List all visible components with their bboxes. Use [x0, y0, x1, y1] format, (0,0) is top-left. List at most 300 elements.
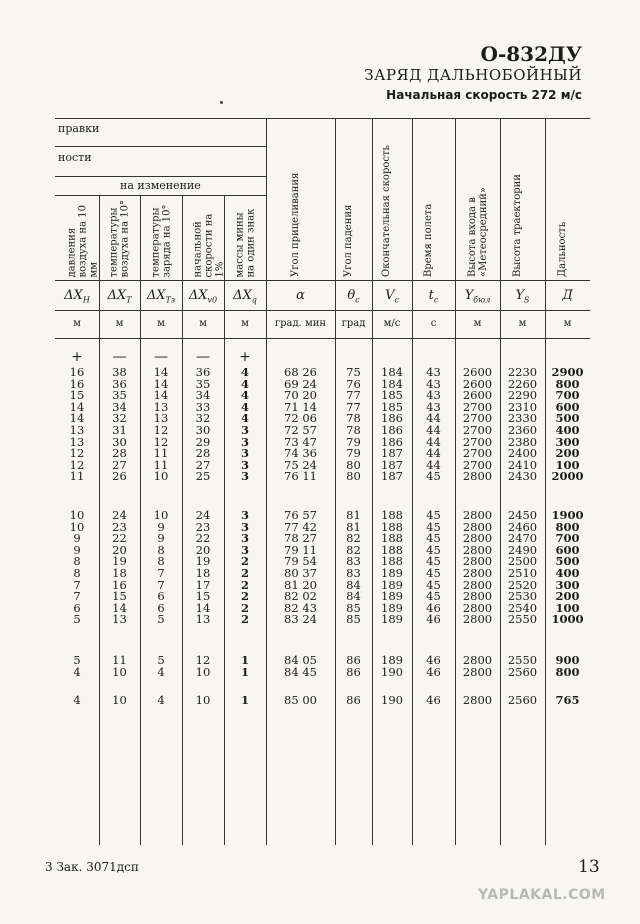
cell-theta: 81	[346, 519, 361, 534]
cell-tc: 43	[426, 376, 441, 391]
cell-dXT: 28	[112, 446, 127, 461]
cell-range: 1000	[551, 612, 584, 627]
cell-dXq: 3	[240, 457, 249, 472]
cell-range: 400	[555, 423, 580, 437]
cell-dXq: 2	[240, 612, 249, 627]
cell-dXT: 13	[112, 612, 127, 627]
cell-ybul: 2800	[462, 612, 493, 627]
cell-ys: 2380	[507, 434, 538, 449]
cell-vc: 189	[381, 566, 403, 580]
cell-alpha: 74 36	[284, 446, 317, 461]
cell-dXq: 2	[240, 577, 249, 592]
cell-dXq: 3	[240, 542, 249, 557]
cell-dXq: 4	[240, 399, 249, 414]
column-title-theta: Угол падения	[342, 204, 354, 277]
cell-vc: 187	[381, 457, 403, 472]
print-speck	[220, 101, 223, 104]
cell-alpha: 83 24	[284, 612, 317, 627]
cell-dXTz: 13	[153, 411, 169, 426]
cell-tc: 45	[426, 554, 441, 569]
cell-dXH: 7	[73, 589, 81, 604]
cell-ys: 2470	[507, 531, 538, 546]
cell-theta: 76	[346, 376, 361, 391]
column-title-dXH: давления воздуха на 10 мм	[66, 204, 99, 277]
cell-dXv0: 22	[195, 531, 211, 546]
cell-dXq: 3	[240, 469, 249, 484]
cell-tc: 46	[426, 693, 441, 707]
cell-vc: 190	[381, 693, 403, 707]
cell-dXH: 5	[73, 612, 81, 627]
cell-dXTz: 5	[157, 612, 165, 627]
cell-dXv0: 28	[195, 446, 211, 461]
cell-ybul: 2800	[462, 469, 493, 484]
cell-tc: 46	[426, 612, 441, 627]
cell-dXq: 1	[240, 693, 249, 707]
cell-alpha: 80 37	[284, 566, 317, 580]
cell-dXv0: 24	[195, 508, 211, 522]
cell-theta: 84	[346, 589, 361, 604]
cell-dXv0: 17	[195, 577, 211, 592]
cell-dXTz: 8	[157, 554, 165, 569]
cell-vc: 188	[381, 554, 403, 569]
column-title-dXT: температуры воздуха на 10°	[108, 199, 131, 277]
cell-tc: 45	[426, 589, 441, 604]
cell-dXv0: 25	[195, 469, 211, 484]
cell-dXq: 3	[240, 531, 249, 546]
cell-tc: 46	[426, 664, 441, 679]
cell-alpha: 82 02	[284, 589, 317, 604]
sign-dXTz: —	[154, 349, 168, 365]
cell-dXT: 35	[112, 388, 127, 403]
cell-dXTz: 14	[153, 365, 169, 379]
cell-theta: 83	[346, 554, 361, 569]
cell-dXT: 32	[112, 411, 127, 426]
cell-range: 400	[555, 566, 580, 580]
column-symbol-dXH: $\Delta X_H$	[64, 288, 90, 305]
table-top-rule	[55, 118, 590, 119]
cell-dXv0: 35	[195, 376, 211, 391]
cell-ybul: 2600	[462, 376, 493, 391]
cell-dXq: 3	[240, 423, 249, 437]
cell-ys: 2520	[507, 577, 538, 592]
column-symbol-ys: $Y_S$	[515, 288, 530, 305]
cell-ybul: 2800	[462, 693, 493, 707]
cell-ys: 2330	[507, 411, 538, 426]
cell-dXv0: 33	[195, 399, 211, 414]
cell-dXT: 38	[112, 365, 127, 379]
cell-dXH: 9	[73, 531, 81, 546]
cell-range: 100	[555, 457, 580, 472]
cell-range: 200	[555, 589, 580, 604]
cell-alpha: 68 26	[284, 365, 317, 379]
cell-dXH: 11	[69, 469, 85, 484]
corrections-label-2: ности	[58, 151, 92, 164]
column-unit-theta: град	[341, 318, 366, 329]
cell-ybul: 2800	[462, 577, 493, 592]
cell-alpha: 78 27	[284, 531, 317, 546]
cell-ybul: 2700	[462, 434, 493, 449]
site-watermark: YAPLAKAL.COM	[478, 887, 606, 903]
symbol-row-rule	[55, 310, 590, 311]
cell-range: 200	[555, 446, 580, 461]
cell-dXH: 14	[69, 411, 85, 426]
cell-range: 700	[555, 388, 580, 403]
cell-dXq: 3	[240, 446, 249, 461]
cell-dXTz: 10	[153, 508, 169, 522]
cell-theta: 79	[346, 434, 361, 449]
cell-dXH: 13	[69, 423, 85, 437]
cell-dXH: 12	[69, 446, 85, 461]
cell-range: 900	[555, 653, 580, 667]
cell-dXq: 2	[240, 566, 249, 580]
cell-range: 765	[555, 693, 580, 707]
cell-alpha: 73 47	[284, 434, 317, 449]
cell-dXTz: 9	[157, 531, 165, 546]
page-number: 13	[578, 857, 600, 877]
cell-dXTz: 6	[157, 600, 165, 615]
cell-vc: 186	[381, 434, 403, 449]
cell-ys: 2450	[507, 508, 538, 522]
cell-dXv0: 10	[195, 664, 211, 679]
initial-velocity: Начальная скорость 272 м/с	[386, 88, 582, 102]
column-unit-alpha: град. мин	[274, 318, 327, 329]
cell-dXq: 1	[240, 653, 249, 667]
cell-dXTz: 12	[153, 423, 169, 437]
cell-dXTz: 4	[157, 664, 165, 679]
cell-theta: 77	[346, 388, 361, 403]
cell-dXTz: 7	[157, 566, 165, 580]
cell-ybul: 2700	[462, 446, 493, 461]
column-unit-ys: м	[518, 318, 527, 329]
cell-dXTz: 11	[153, 457, 169, 472]
cell-theta: 86	[346, 664, 361, 679]
cell-ybul: 2700	[462, 411, 493, 426]
cell-tc: 44	[426, 434, 441, 449]
cell-dXH: 10	[69, 508, 85, 522]
cell-alpha: 81 20	[284, 577, 317, 592]
cell-ys: 2550	[507, 612, 538, 627]
column-title-dXTz: температуры заряда на 10°	[150, 204, 172, 277]
cell-dXq: 2	[240, 589, 249, 604]
cell-theta: 75	[346, 365, 361, 379]
cell-dXH: 13	[69, 434, 85, 449]
column-unit-dXv0: м	[199, 318, 207, 329]
corrections-rule-2	[55, 176, 266, 177]
cell-vc: 189	[381, 577, 403, 592]
cell-dXT: 23	[112, 519, 127, 534]
cell-dXTz: 14	[153, 388, 169, 403]
cell-ys: 2560	[507, 693, 538, 707]
cell-dXq: 4	[240, 411, 249, 426]
cell-dXT: 27	[112, 457, 127, 472]
cell-dXq: 4	[240, 365, 249, 379]
cell-tc: 46	[426, 653, 441, 667]
cell-range: 500	[555, 411, 580, 426]
cell-range: 300	[555, 577, 580, 592]
cell-theta: 85	[346, 612, 361, 627]
cell-dXT: 34	[112, 399, 127, 414]
cell-dXv0: 20	[195, 542, 211, 557]
column-symbol-dXT: $\Delta X_T$	[107, 288, 132, 305]
cell-theta: 82	[346, 542, 361, 557]
cell-tc: 44	[426, 446, 441, 461]
cell-vc: 185	[381, 399, 403, 414]
cell-dXH: 5	[73, 653, 81, 667]
cell-alpha: 75 24	[284, 457, 317, 472]
cell-dXTz: 5	[157, 653, 165, 667]
cell-dXH: 15	[69, 388, 85, 403]
cell-ys: 2490	[507, 542, 538, 557]
cell-dXv0: 10	[195, 693, 211, 707]
cell-dXv0: 34	[195, 388, 211, 403]
cell-dXv0: 30	[195, 423, 211, 437]
cell-dXH: 8	[73, 554, 81, 569]
column-unit-vc: м/с	[383, 318, 401, 329]
cell-theta: 84	[346, 577, 361, 592]
cell-ys: 2530	[507, 589, 538, 604]
cell-vc: 187	[381, 469, 403, 484]
cell-ybul: 2800	[462, 566, 493, 580]
column-symbol-dXq: $\Delta X_q$	[233, 288, 257, 305]
column-unit-tc: с	[430, 318, 437, 329]
cell-vc: 189	[381, 600, 403, 615]
cell-dXT: 36	[112, 376, 127, 391]
cell-dXq: 3	[240, 508, 249, 522]
cell-tc: 45	[426, 577, 441, 592]
cell-tc: 44	[426, 411, 441, 426]
cell-ybul: 2800	[462, 589, 493, 604]
cell-dXT: 16	[112, 577, 127, 592]
cell-range: 300	[555, 434, 580, 449]
cell-dXq: 2	[240, 554, 249, 569]
cell-dXH: 10	[69, 519, 85, 534]
column-unit-dXTz: м	[157, 318, 165, 329]
cell-dXv0: 27	[195, 457, 211, 472]
cell-ys: 2550	[507, 653, 538, 667]
cell-ys: 2360	[507, 423, 538, 437]
cell-dXH: 14	[69, 399, 85, 414]
cell-ybul: 2800	[462, 600, 493, 615]
column-title-range: Дальность	[556, 221, 568, 277]
column-title-tc: Время полета	[422, 203, 434, 277]
cell-dXH: 4	[73, 693, 81, 707]
cell-vc: 184	[381, 376, 403, 391]
cell-range: 1900	[551, 508, 584, 522]
column-unit-range: м	[563, 318, 572, 329]
cell-ys: 2260	[507, 376, 538, 391]
corrections-label-3: на изменение	[120, 179, 201, 192]
column-symbol-range: Д	[562, 288, 573, 303]
cell-dXT: 30	[112, 434, 127, 449]
column-symbol-dXTz: $\Delta X_{Tз}$	[146, 288, 176, 305]
cell-dXH: 6	[73, 600, 81, 615]
cell-dXH: 16	[69, 365, 85, 379]
cell-alpha: 77 42	[284, 519, 317, 534]
cell-ys: 2410	[507, 457, 538, 472]
cell-dXT: 24	[112, 508, 127, 522]
cell-dXTz: 11	[153, 446, 169, 461]
cell-dXv0: 32	[195, 411, 211, 426]
cell-dXT: 10	[112, 693, 127, 707]
cell-dXq: 3	[240, 519, 249, 534]
cell-vc: 188	[381, 531, 403, 546]
cell-dXv0: 23	[195, 519, 211, 534]
cell-alpha: 76 11	[284, 469, 317, 484]
cell-dXv0: 12	[195, 653, 211, 667]
sign-dXq: +	[239, 349, 251, 365]
cell-alpha: 85 00	[284, 693, 317, 707]
column-unit-dXH: м	[73, 318, 81, 329]
cell-vc: 189	[381, 589, 403, 604]
column-symbol-tc: $t_c$	[428, 288, 439, 305]
cell-dXH: 16	[69, 376, 85, 391]
cell-dXv0: 36	[195, 365, 211, 379]
cell-ys: 2540	[507, 600, 538, 615]
cell-alpha: 72 06	[284, 411, 317, 426]
column-symbol-dXv0: $\Delta X_{v0}$	[188, 288, 218, 305]
cell-ybul: 2700	[462, 423, 493, 437]
cell-dXv0: 18	[195, 566, 211, 580]
cell-ys: 2510	[507, 566, 538, 580]
cell-dXTz: 9	[157, 519, 165, 534]
column-title-dXv0: начальной скорости на 1%	[192, 213, 225, 277]
cell-theta: 83	[346, 566, 361, 580]
cell-dXT: 11	[112, 653, 127, 667]
cell-range: 600	[555, 542, 580, 557]
cell-vc: 187	[381, 446, 403, 461]
cell-dXTz: 14	[153, 376, 169, 391]
cell-ys: 2290	[507, 388, 538, 403]
corrections-rule-1	[55, 146, 266, 147]
cell-tc: 43	[426, 399, 441, 414]
title-row-rule	[55, 280, 590, 281]
cell-ybul: 2600	[462, 388, 493, 403]
cell-ys: 2230	[507, 365, 538, 379]
cell-dXv0: 15	[195, 589, 211, 604]
cell-ys: 2400	[507, 446, 538, 461]
cell-range: 700	[555, 531, 580, 546]
cell-dXT: 20	[112, 542, 127, 557]
cell-theta: 80	[346, 469, 361, 484]
cell-range: 800	[555, 664, 580, 679]
cell-alpha: 72 57	[284, 423, 317, 437]
cell-ybul: 2700	[462, 399, 493, 414]
cell-tc: 45	[426, 469, 441, 484]
cell-range: 800	[555, 519, 580, 534]
cell-dXq: 4	[240, 376, 249, 391]
cell-theta: 81	[346, 508, 361, 522]
cell-alpha: 82 43	[284, 600, 317, 615]
order-number: 3 Зак. 3071дсп	[45, 860, 139, 874]
cell-vc: 189	[381, 612, 403, 627]
corrections-rule-3	[55, 195, 266, 196]
cell-dXH: 4	[73, 664, 81, 679]
column-title-ys: Высота траектории	[511, 174, 523, 277]
column-unit-dXq: м	[241, 318, 249, 329]
cell-range: 2900	[551, 365, 584, 379]
cell-dXT: 31	[112, 423, 127, 437]
cell-dXH: 7	[73, 577, 81, 592]
cell-ybul: 2800	[462, 554, 493, 569]
cell-alpha: 71 14	[284, 399, 317, 414]
cell-theta: 77	[346, 399, 361, 414]
cell-dXT: 15	[112, 589, 127, 604]
cell-tc: 43	[426, 388, 441, 403]
cell-alpha: 69 24	[284, 376, 317, 391]
cell-dXT: 18	[112, 566, 127, 580]
column-unit-dXT: м	[115, 318, 124, 329]
sign-dXH: +	[71, 349, 83, 365]
column-symbol-vc: $V_c$	[385, 288, 399, 305]
cell-vc: 188	[381, 542, 403, 557]
cell-dXTz: 13	[153, 399, 169, 414]
cell-dXTz: 4	[157, 693, 165, 707]
cell-alpha: 70 20	[284, 388, 317, 403]
cell-ys: 2430	[507, 469, 538, 484]
cell-vc: 186	[381, 411, 403, 426]
cell-dXT: 10	[112, 664, 127, 679]
cell-dXv0: 14	[195, 600, 211, 615]
cell-ybul: 2800	[462, 519, 493, 534]
cell-theta: 79	[346, 446, 361, 461]
cell-tc: 45	[426, 542, 441, 557]
cell-dXv0: 19	[195, 554, 211, 569]
column-symbol-ybul: $Y_{бюл}$	[464, 288, 491, 305]
cell-dXT: 26	[112, 469, 127, 484]
cell-range: 800	[555, 376, 580, 391]
cell-alpha: 84 05	[284, 653, 317, 667]
cell-ybul: 2800	[462, 508, 493, 522]
cell-vc: 190	[381, 664, 403, 679]
cell-dXT: 14	[112, 600, 127, 615]
column-title-vc: Окончательная скорость	[381, 145, 392, 277]
cell-ybul: 2600	[462, 365, 493, 379]
charge-title: ЗАРЯД ДАЛЬНОБОЙНЫЙ	[364, 66, 582, 84]
cell-range: 600	[555, 399, 580, 414]
column-symbol-theta: $\theta_c$	[347, 288, 360, 305]
cell-dXTz: 10	[153, 469, 169, 484]
cell-range: 100	[555, 600, 580, 615]
column-unit-ybul: м	[473, 318, 482, 329]
cell-dXTz: 8	[157, 542, 165, 557]
column-title-ybul: Высота входа в «Метеосредний»	[466, 187, 489, 277]
cell-tc: 43	[426, 365, 441, 379]
cell-ybul: 2800	[462, 531, 493, 546]
cell-dXTz: 7	[157, 577, 165, 592]
cell-dXq: 1	[240, 664, 249, 679]
cell-theta: 86	[346, 653, 361, 667]
cell-ys: 2310	[507, 399, 538, 414]
cell-theta: 85	[346, 600, 361, 615]
cell-theta: 78	[346, 411, 361, 426]
cell-alpha: 76 57	[284, 508, 317, 522]
cell-dXH: 8	[73, 566, 81, 580]
column-symbol-alpha: α	[296, 288, 305, 303]
cell-tc: 45	[426, 566, 441, 580]
cell-vc: 189	[381, 653, 403, 667]
units-row-rule	[55, 338, 590, 339]
cell-vc: 188	[381, 519, 403, 534]
sign-dXT: —	[112, 349, 127, 365]
cell-tc: 46	[426, 600, 441, 615]
cell-tc: 44	[426, 457, 441, 472]
cell-range: 2000	[551, 469, 584, 484]
cell-ys: 2460	[507, 519, 538, 534]
cell-dXq: 3	[240, 434, 249, 449]
document-code: О-832ДУ	[480, 42, 582, 66]
cell-ys: 2560	[507, 664, 538, 679]
cell-theta: 80	[346, 457, 361, 472]
